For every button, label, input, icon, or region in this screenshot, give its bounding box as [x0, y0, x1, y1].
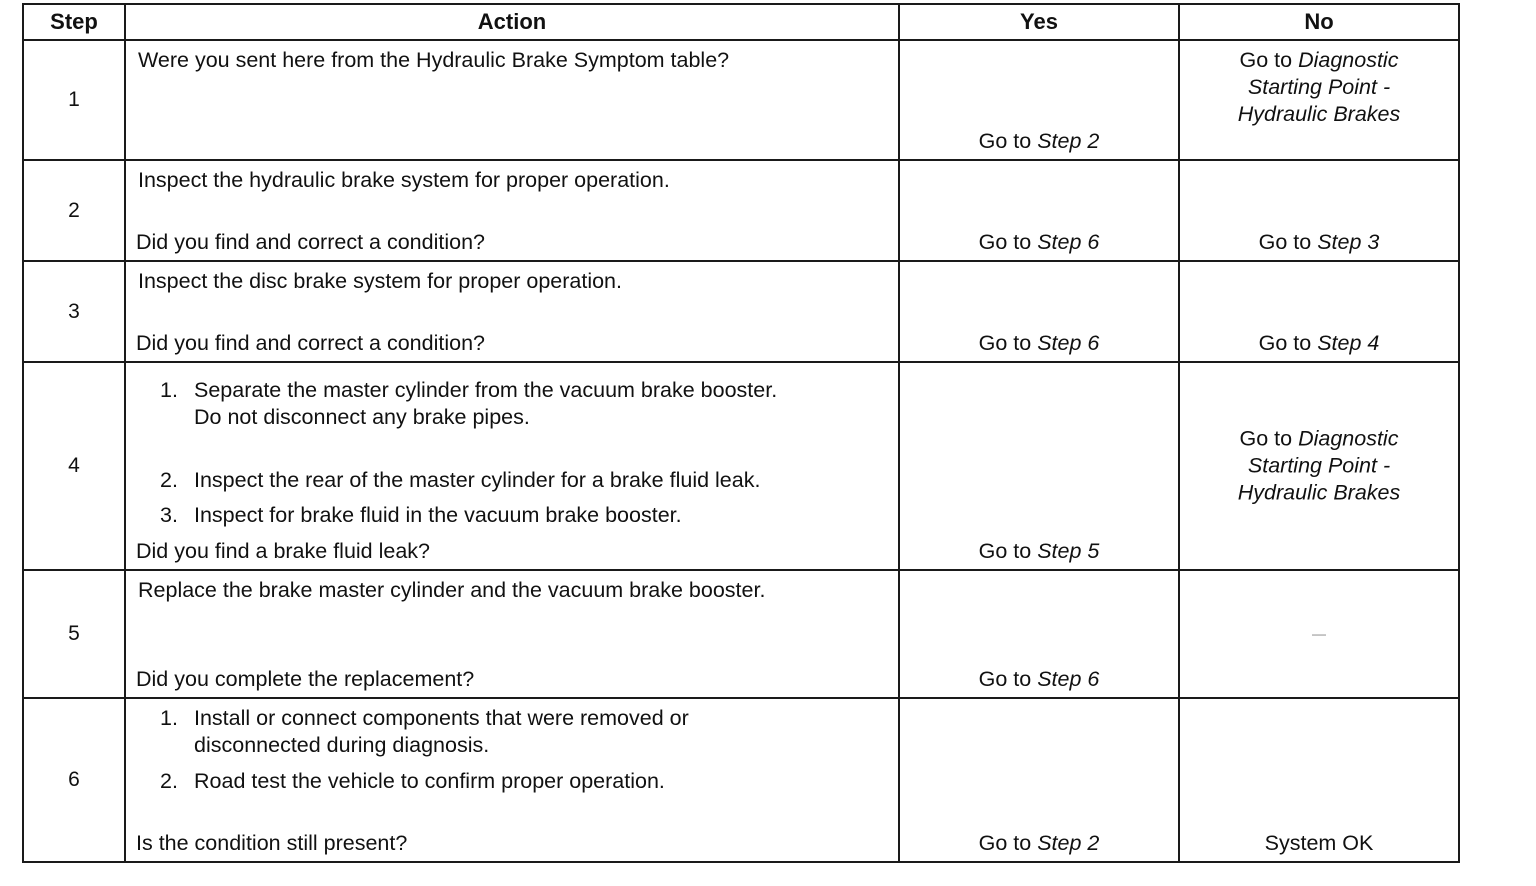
- diagnostic-table: [22, 3, 1460, 863]
- list-text: Separate the master cylinder from the vacuum brake booster.: [194, 378, 778, 402]
- action-question: Did you find a brake fluid leak?: [136, 539, 431, 563]
- action-question: Did you complete the replacement?: [136, 667, 475, 691]
- list-item: [160, 377, 777, 431]
- no-action: [1180, 426, 1458, 507]
- yes-cell: [899, 698, 1179, 862]
- no-action: [1180, 331, 1458, 356]
- list-text: Road test the vehicle to confirm proper operation.: [194, 769, 665, 793]
- list-number: 3.: [160, 503, 178, 527]
- yes-action: [900, 129, 1178, 154]
- list-text-continued: Do not disconnect any brake pipes.: [194, 405, 530, 429]
- no-prefix: Go to: [1258, 230, 1318, 254]
- list-item: [160, 768, 665, 795]
- action-cell: [125, 160, 899, 261]
- no-value-dash: —: [1312, 625, 1326, 642]
- no-cell: [1179, 570, 1459, 698]
- step-number: 5: [23, 570, 125, 698]
- no-prefix: Go to: [1258, 331, 1318, 355]
- no-link-line2[interactable]: Starting Point -: [1247, 75, 1391, 99]
- no-cell: [1179, 261, 1459, 362]
- yes-step-link[interactable]: Step 2: [1037, 129, 1100, 153]
- step-number: 4: [23, 362, 125, 570]
- yes-prefix: Go to: [978, 667, 1038, 691]
- action-cell: [125, 261, 899, 362]
- list-number: 2.: [160, 769, 178, 793]
- list-text: Inspect for brake fluid in the vacuum brake booster.: [194, 503, 682, 527]
- header-no: No: [1179, 4, 1459, 40]
- no-cell: [1179, 362, 1459, 570]
- no-value: System OK: [1264, 831, 1374, 855]
- table-row: [23, 261, 1459, 362]
- yes-cell: [899, 160, 1179, 261]
- yes-action: [900, 831, 1178, 856]
- list-number: 1.: [160, 378, 178, 402]
- list-text-continued: disconnected during diagnosis.: [194, 733, 490, 757]
- step-number: 6: [23, 698, 125, 862]
- no-action: [1180, 47, 1458, 128]
- yes-prefix: Go to: [978, 129, 1038, 153]
- yes-prefix: Go to: [978, 539, 1038, 563]
- list-item: [160, 467, 760, 494]
- yes-action: [900, 539, 1178, 564]
- no-link-line1[interactable]: Diagnostic: [1298, 426, 1399, 451]
- action-text: Inspect the hydraulic brake system for proper operation.: [138, 168, 670, 192]
- yes-prefix: Go to: [978, 831, 1038, 855]
- no-link-line2[interactable]: Starting Point -: [1247, 453, 1391, 478]
- list-item: [160, 705, 689, 759]
- table-row: [23, 160, 1459, 261]
- no-action: [1180, 230, 1458, 255]
- no-prefix: Go to: [1239, 426, 1299, 451]
- step-number: 1: [23, 40, 125, 160]
- action-text: Inspect the disc brake system for proper operation.: [138, 269, 622, 293]
- yes-action: [900, 667, 1178, 692]
- list-number: 2.: [160, 468, 178, 492]
- yes-cell: [899, 570, 1179, 698]
- action-question: Did you find and correct a condition?: [136, 230, 485, 254]
- list-text: Inspect the rear of the master cylinder for a brake fluid leak.: [194, 468, 761, 492]
- yes-cell: [899, 40, 1179, 160]
- step-number: 2: [23, 160, 125, 261]
- no-step-link[interactable]: Step 4: [1317, 331, 1380, 355]
- action-text: Replace the brake master cylinder and the vacuum brake booster.: [138, 578, 766, 602]
- yes-step-link[interactable]: Step 6: [1037, 331, 1100, 355]
- no-link-line1[interactable]: Diagnostic: [1298, 48, 1399, 72]
- table-row: [23, 698, 1459, 862]
- step-number: 3: [23, 261, 125, 362]
- yes-prefix: Go to: [978, 230, 1038, 254]
- no-step-link[interactable]: Step 3: [1317, 230, 1380, 254]
- yes-cell: [899, 261, 1179, 362]
- yes-cell: [899, 362, 1179, 570]
- header-row: [23, 4, 1459, 40]
- yes-step-link[interactable]: Step 5: [1037, 539, 1100, 563]
- yes-prefix: Go to: [978, 331, 1038, 355]
- no-cell: [1179, 40, 1459, 160]
- no-cell: [1179, 698, 1459, 862]
- no-link-line3[interactable]: Hydraulic Brakes: [1237, 480, 1401, 505]
- list-item: [160, 502, 682, 529]
- table-row: [23, 40, 1459, 160]
- list-text: Install or connect components that were removed or: [194, 706, 689, 730]
- header-step: Step: [23, 4, 125, 40]
- no-cell: [1179, 160, 1459, 261]
- action-question: Is the condition still present?: [136, 831, 408, 855]
- action-cell: [125, 570, 899, 698]
- action-cell: [125, 698, 899, 862]
- action-question: Did you find and correct a condition?: [136, 331, 485, 355]
- yes-step-link[interactable]: Step 6: [1037, 230, 1100, 254]
- no-prefix: Go to: [1239, 48, 1299, 72]
- yes-step-link[interactable]: Step 6: [1037, 667, 1100, 691]
- table-row: [23, 362, 1459, 570]
- action-cell: [125, 40, 899, 160]
- table-row: [23, 570, 1459, 698]
- action-text: Were you sent here from the Hydraulic Brake Symptom table?: [138, 48, 730, 72]
- header-yes: Yes: [899, 4, 1179, 40]
- no-link-line3[interactable]: Hydraulic Brakes: [1237, 102, 1401, 126]
- list-number: 1.: [160, 706, 178, 730]
- header-action: Action: [125, 4, 899, 40]
- yes-action: [900, 331, 1178, 356]
- action-cell: [125, 362, 899, 570]
- yes-action: [900, 230, 1178, 255]
- yes-step-link[interactable]: Step 2: [1037, 831, 1100, 855]
